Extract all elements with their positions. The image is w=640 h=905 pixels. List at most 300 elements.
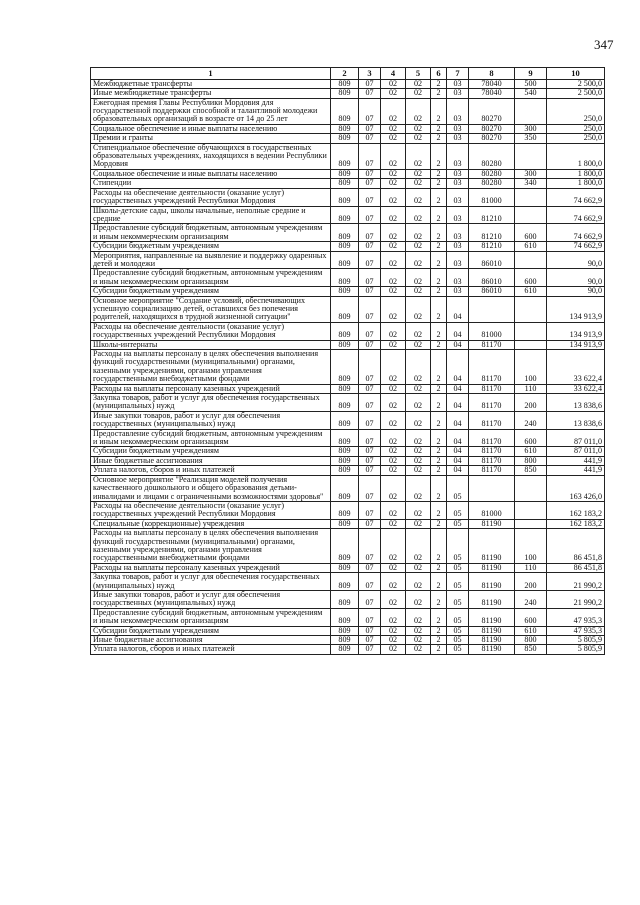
cell-event: 05	[447, 501, 469, 519]
cell-subsection: 02	[381, 179, 406, 188]
cell-amount: 86 451,8	[547, 563, 605, 572]
cell-section: 07	[359, 206, 381, 224]
cell-ministry: 809	[331, 269, 359, 287]
column-header: 6	[431, 68, 447, 80]
cell-amount: 2 500,0	[547, 89, 605, 98]
cell-amount: 33 622,4	[547, 350, 605, 385]
row-description: Расходы на обеспечение деятельности (оказание услуг) государственных учреждений Республики Мордовия	[91, 322, 331, 340]
cell-amount: 21 990,2	[547, 573, 605, 591]
cell-subsection: 02	[381, 340, 406, 349]
cell-section: 07	[359, 636, 381, 645]
cell-subprogram: 2	[431, 340, 447, 349]
cell-amount: 134 913,9	[547, 322, 605, 340]
cell-amount: 441,9	[547, 456, 605, 465]
cell-event: 04	[447, 394, 469, 412]
cell-ministry: 809	[331, 169, 359, 178]
table-row	[91, 447, 605, 456]
cell-event: 03	[447, 143, 469, 169]
row-description: Расходы на выплаты персоналу в целях обеспечения выполнения функций государственными (муниципальными) органами, казенными учреждениями, органами управления государственными внебюджетными фондами	[91, 529, 331, 564]
cell-ministry: 809	[331, 645, 359, 654]
cell-amount: 74 662,9	[547, 242, 605, 251]
cell-subsection: 02	[381, 466, 406, 475]
row-description: Предоставление субсидий бюджетным, автономным учреждениям и иным некоммерческим организациям	[91, 269, 331, 287]
cell-section: 07	[359, 384, 381, 393]
cell-section: 07	[359, 296, 381, 322]
cell-event: 05	[447, 519, 469, 528]
table-row	[91, 529, 605, 564]
cell-subprogram: 2	[431, 296, 447, 322]
row-description: Социальное обеспечение и иные выплаты населению	[91, 124, 331, 133]
cell-subsection: 02	[381, 529, 406, 564]
table-row	[91, 590, 605, 608]
cell-expense-type	[515, 188, 547, 206]
cell-event: 04	[447, 350, 469, 385]
cell-subprogram: 2	[431, 251, 447, 269]
table-row	[91, 394, 605, 412]
cell-ministry: 809	[331, 179, 359, 188]
cell-section: 07	[359, 179, 381, 188]
cell-subprogram: 2	[431, 456, 447, 465]
cell-subsection: 02	[381, 590, 406, 608]
cell-event: 05	[447, 573, 469, 591]
cell-subsection: 02	[381, 98, 406, 124]
cell-subprogram: 2	[431, 206, 447, 224]
table-row	[91, 124, 605, 133]
row-description: Стипендиальное обеспечение обучающихся в государственных образовательных учреждениях, находящихся в ведении Республики Мордовия	[91, 143, 331, 169]
cell-amount: 250,0	[547, 134, 605, 143]
table-row	[91, 251, 605, 269]
cell-subprogram: 2	[431, 188, 447, 206]
cell-program: 02	[406, 563, 431, 572]
cell-event: 04	[447, 456, 469, 465]
cell-amount: 86 451,8	[547, 529, 605, 564]
cell-direction: 81170	[469, 447, 515, 456]
row-description: Иные бюджетные ассигнования	[91, 636, 331, 645]
cell-amount: 74 662,9	[547, 224, 605, 242]
cell-subprogram: 2	[431, 350, 447, 385]
cell-subsection: 02	[381, 519, 406, 528]
cell-subsection: 02	[381, 169, 406, 178]
table-row	[91, 269, 605, 287]
cell-program: 02	[406, 350, 431, 385]
cell-section: 07	[359, 573, 381, 591]
cell-amount: 162 183,2	[547, 501, 605, 519]
cell-direction	[469, 475, 515, 501]
cell-program: 02	[406, 89, 431, 98]
cell-section: 07	[359, 626, 381, 635]
cell-program: 02	[406, 447, 431, 456]
cell-ministry: 809	[331, 98, 359, 124]
table-row	[91, 224, 605, 242]
cell-program: 02	[406, 645, 431, 654]
cell-ministry: 809	[331, 466, 359, 475]
cell-subprogram: 2	[431, 394, 447, 412]
budget-table	[90, 67, 605, 655]
cell-ministry: 809	[331, 322, 359, 340]
cell-event: 05	[447, 608, 469, 626]
cell-amount: 33 622,4	[547, 384, 605, 393]
cell-expense-type: 610	[515, 626, 547, 635]
cell-amount: 163 426,0	[547, 475, 605, 501]
cell-section: 07	[359, 322, 381, 340]
cell-subprogram: 2	[431, 98, 447, 124]
row-description: Расходы на обеспечение деятельности (оказание услуг) государственных учреждений Республики Мордовия	[91, 188, 331, 206]
cell-direction: 81190	[469, 590, 515, 608]
row-description: Социальное обеспечение и иные выплаты населению	[91, 169, 331, 178]
cell-event: 03	[447, 79, 469, 88]
cell-subprogram: 2	[431, 79, 447, 88]
table-row	[91, 134, 605, 143]
table-row	[91, 626, 605, 635]
table-row	[91, 79, 605, 88]
cell-program: 02	[406, 124, 431, 133]
cell-subsection: 02	[381, 608, 406, 626]
cell-event: 03	[447, 179, 469, 188]
cell-section: 07	[359, 269, 381, 287]
cell-amount: 13 838,6	[547, 411, 605, 429]
cell-subsection: 02	[381, 188, 406, 206]
column-header: 8	[469, 68, 515, 80]
cell-direction: 81170	[469, 350, 515, 385]
cell-expense-type: 600	[515, 608, 547, 626]
cell-direction: 81190	[469, 645, 515, 654]
cell-section: 07	[359, 79, 381, 88]
cell-ministry: 809	[331, 188, 359, 206]
table-row	[91, 429, 605, 447]
cell-subsection: 02	[381, 384, 406, 393]
cell-expense-type	[515, 475, 547, 501]
row-description: Ежегодная премия Главы Республики Мордовия для государственной поддержки способной и талантливой молодежи образовательных организаций в возрасте от 14 до 25 лет	[91, 98, 331, 124]
cell-subprogram: 2	[431, 429, 447, 447]
cell-amount: 87 011,0	[547, 447, 605, 456]
cell-subprogram: 2	[431, 124, 447, 133]
cell-direction: 78040	[469, 89, 515, 98]
cell-section: 07	[359, 447, 381, 456]
cell-subprogram: 2	[431, 573, 447, 591]
cell-subsection: 02	[381, 411, 406, 429]
cell-amount: 1 800,0	[547, 143, 605, 169]
cell-program: 02	[406, 179, 431, 188]
cell-amount: 90,0	[547, 251, 605, 269]
cell-section: 07	[359, 340, 381, 349]
column-header: 5	[406, 68, 431, 80]
cell-amount: 74 662,9	[547, 206, 605, 224]
row-description: Иные бюджетные ассигнования	[91, 456, 331, 465]
cell-direction: 81170	[469, 411, 515, 429]
cell-ministry: 809	[331, 429, 359, 447]
cell-program: 02	[406, 340, 431, 349]
cell-ministry: 809	[331, 573, 359, 591]
cell-section: 07	[359, 143, 381, 169]
table-row	[91, 169, 605, 178]
cell-event: 04	[447, 322, 469, 340]
cell-direction: 80280	[469, 143, 515, 169]
table-row	[91, 340, 605, 349]
cell-expense-type: 540	[515, 89, 547, 98]
cell-direction: 81190	[469, 529, 515, 564]
column-header: 9	[515, 68, 547, 80]
cell-ministry: 809	[331, 475, 359, 501]
row-description: Основное мероприятие "Создание условий, обеспечивающих успешную социализацию детей, оставшихся без попечения родителей, находящихся в трудной жизненной ситуации"	[91, 296, 331, 322]
cell-event: 04	[447, 340, 469, 349]
cell-event: 04	[447, 296, 469, 322]
cell-event: 04	[447, 466, 469, 475]
cell-expense-type: 850	[515, 645, 547, 654]
table-row	[91, 475, 605, 501]
cell-amount: 47 935,3	[547, 608, 605, 626]
cell-subprogram: 2	[431, 169, 447, 178]
cell-event: 05	[447, 563, 469, 572]
cell-program: 02	[406, 529, 431, 564]
cell-expense-type: 110	[515, 384, 547, 393]
cell-direction: 81170	[469, 429, 515, 447]
cell-amount: 441,9	[547, 466, 605, 475]
cell-direction: 81190	[469, 563, 515, 572]
column-header: 7	[447, 68, 469, 80]
cell-expense-type: 600	[515, 224, 547, 242]
cell-section: 07	[359, 608, 381, 626]
cell-section: 07	[359, 475, 381, 501]
cell-subprogram: 2	[431, 242, 447, 251]
cell-ministry: 809	[331, 411, 359, 429]
cell-program: 02	[406, 206, 431, 224]
cell-direction: 81210	[469, 242, 515, 251]
row-description: Субсидии бюджетным учреждениям	[91, 447, 331, 456]
column-header: 1	[91, 68, 331, 80]
cell-program: 02	[406, 411, 431, 429]
cell-expense-type	[515, 251, 547, 269]
row-description: Расходы на выплаты персоналу в целях обеспечения выполнения функций государственными (муниципальными) органами, казенными учреждениями, органами управления государственными внебюджетными фондами	[91, 350, 331, 385]
cell-expense-type	[515, 519, 547, 528]
row-description: Специальные (коррекционные) учреждения	[91, 519, 331, 528]
cell-amount: 250,0	[547, 98, 605, 124]
cell-subsection: 02	[381, 636, 406, 645]
row-description: Субсидии бюджетным учреждениям	[91, 626, 331, 635]
cell-event: 03	[447, 98, 469, 124]
table-body	[91, 79, 605, 654]
cell-subsection: 02	[381, 394, 406, 412]
cell-amount: 162 183,2	[547, 519, 605, 528]
cell-direction: 81000	[469, 322, 515, 340]
cell-subsection: 02	[381, 206, 406, 224]
table-row	[91, 89, 605, 98]
cell-ministry: 809	[331, 296, 359, 322]
row-description: Субсидии бюджетным учреждениям	[91, 242, 331, 251]
cell-section: 07	[359, 251, 381, 269]
column-header: 3	[359, 68, 381, 80]
row-description: Расходы на выплаты персоналу казенных учреждений	[91, 563, 331, 572]
cell-expense-type: 600	[515, 429, 547, 447]
cell-expense-type: 200	[515, 394, 547, 412]
cell-event: 04	[447, 411, 469, 429]
cell-direction: 86010	[469, 251, 515, 269]
cell-ministry: 809	[331, 287, 359, 296]
cell-event: 03	[447, 134, 469, 143]
cell-ministry: 809	[331, 636, 359, 645]
cell-expense-type: 800	[515, 636, 547, 645]
cell-event: 03	[447, 188, 469, 206]
cell-subprogram: 2	[431, 447, 447, 456]
cell-direction: 81000	[469, 188, 515, 206]
cell-amount: 1 800,0	[547, 169, 605, 178]
cell-event: 04	[447, 429, 469, 447]
cell-subsection: 02	[381, 251, 406, 269]
cell-direction: 81170	[469, 466, 515, 475]
cell-section: 07	[359, 563, 381, 572]
cell-subsection: 02	[381, 447, 406, 456]
row-description: Закупка товаров, работ и услуг для обеспечения государственных (муниципальных) нужд	[91, 573, 331, 591]
cell-direction: 86010	[469, 269, 515, 287]
row-description: Предоставление субсидий бюджетным, автономным учреждениям и иным некоммерческим организациям	[91, 608, 331, 626]
cell-amount: 13 838,6	[547, 394, 605, 412]
cell-section: 07	[359, 466, 381, 475]
table-row	[91, 466, 605, 475]
row-description: Расходы на выплаты персоналу казенных учреждений	[91, 384, 331, 393]
cell-ministry: 809	[331, 456, 359, 465]
cell-direction: 81000	[469, 501, 515, 519]
row-description: Иные межбюджетные трансферты	[91, 89, 331, 98]
table-row	[91, 636, 605, 645]
cell-direction: 80270	[469, 134, 515, 143]
table-row	[91, 573, 605, 591]
cell-program: 02	[406, 456, 431, 465]
table-row	[91, 411, 605, 429]
cell-event: 03	[447, 287, 469, 296]
cell-subsection: 02	[381, 134, 406, 143]
cell-direction: 81190	[469, 608, 515, 626]
row-description: Мероприятия, направленные на выявление и поддержку одаренных детей и молодежи	[91, 251, 331, 269]
table-row	[91, 519, 605, 528]
cell-subsection: 02	[381, 350, 406, 385]
cell-subprogram: 2	[431, 501, 447, 519]
row-description: Школы-детские сады, школы начальные, неполные средние и средние	[91, 206, 331, 224]
table-row	[91, 384, 605, 393]
cell-subprogram: 2	[431, 608, 447, 626]
cell-expense-type: 200	[515, 573, 547, 591]
cell-expense-type: 600	[515, 269, 547, 287]
cell-subsection: 02	[381, 89, 406, 98]
cell-program: 02	[406, 519, 431, 528]
cell-expense-type: 240	[515, 590, 547, 608]
cell-program: 02	[406, 169, 431, 178]
cell-section: 07	[359, 429, 381, 447]
cell-direction: 81170	[469, 384, 515, 393]
row-description: Школы-интернаты	[91, 340, 331, 349]
cell-amount: 21 990,2	[547, 590, 605, 608]
cell-expense-type	[515, 296, 547, 322]
cell-direction: 80270	[469, 98, 515, 124]
cell-subsection: 02	[381, 456, 406, 465]
cell-direction: 81190	[469, 636, 515, 645]
table-header-row	[91, 68, 605, 80]
cell-direction: 81170	[469, 456, 515, 465]
row-description: Уплата налогов, сборов и иных платежей	[91, 466, 331, 475]
cell-expense-type: 300	[515, 124, 547, 133]
cell-event: 05	[447, 636, 469, 645]
cell-subsection: 02	[381, 296, 406, 322]
cell-amount: 87 011,0	[547, 429, 605, 447]
cell-amount: 250,0	[547, 124, 605, 133]
cell-event: 04	[447, 447, 469, 456]
cell-event: 05	[447, 590, 469, 608]
row-description: Предоставление субсидий бюджетным, автономным учреждениям и иным некоммерческим организациям	[91, 429, 331, 447]
row-description: Расходы на обеспечение деятельности (оказание услуг) государственных учреждений Республики Мордовия	[91, 501, 331, 519]
cell-subsection: 02	[381, 124, 406, 133]
cell-ministry: 809	[331, 608, 359, 626]
cell-program: 02	[406, 394, 431, 412]
row-description: Межбюджетные трансферты	[91, 79, 331, 88]
cell-ministry: 809	[331, 124, 359, 133]
cell-program: 02	[406, 590, 431, 608]
cell-expense-type	[515, 143, 547, 169]
cell-subprogram: 2	[431, 89, 447, 98]
row-description: Иные закупки товаров, работ и услуг для обеспечения государственных (муниципальных) нужд	[91, 411, 331, 429]
cell-program: 02	[406, 384, 431, 393]
cell-expense-type	[515, 98, 547, 124]
cell-section: 07	[359, 169, 381, 178]
cell-program: 02	[406, 501, 431, 519]
cell-event: 03	[447, 169, 469, 178]
cell-program: 02	[406, 475, 431, 501]
cell-ministry: 809	[331, 394, 359, 412]
cell-ministry: 809	[331, 89, 359, 98]
cell-event: 03	[447, 269, 469, 287]
cell-subprogram: 2	[431, 411, 447, 429]
table-row	[91, 296, 605, 322]
cell-section: 07	[359, 529, 381, 564]
cell-subsection: 02	[381, 79, 406, 88]
cell-program: 02	[406, 322, 431, 340]
cell-ministry: 809	[331, 384, 359, 393]
cell-program: 02	[406, 134, 431, 143]
cell-section: 07	[359, 350, 381, 385]
cell-ministry: 809	[331, 529, 359, 564]
row-description: Уплата налогов, сборов и иных платежей	[91, 645, 331, 654]
cell-program: 02	[406, 287, 431, 296]
table-row	[91, 242, 605, 251]
cell-ministry: 809	[331, 350, 359, 385]
cell-amount: 134 913,9	[547, 296, 605, 322]
column-header: 4	[381, 68, 406, 80]
cell-event: 03	[447, 89, 469, 98]
cell-expense-type: 610	[515, 287, 547, 296]
cell-section: 07	[359, 590, 381, 608]
table-row	[91, 188, 605, 206]
cell-amount: 5 805,9	[547, 645, 605, 654]
cell-program: 02	[406, 188, 431, 206]
cell-ministry: 809	[331, 242, 359, 251]
cell-event: 03	[447, 242, 469, 251]
cell-program: 02	[406, 466, 431, 475]
cell-section: 07	[359, 456, 381, 465]
cell-subsection: 02	[381, 563, 406, 572]
cell-program: 02	[406, 143, 431, 169]
cell-ministry: 809	[331, 206, 359, 224]
cell-subprogram: 2	[431, 563, 447, 572]
cell-event: 05	[447, 475, 469, 501]
cell-expense-type: 500	[515, 79, 547, 88]
cell-ministry: 809	[331, 590, 359, 608]
cell-amount: 90,0	[547, 269, 605, 287]
row-description: Субсидии бюджетным учреждениям	[91, 287, 331, 296]
cell-direction: 81190	[469, 519, 515, 528]
cell-subsection: 02	[381, 645, 406, 654]
cell-subsection: 02	[381, 242, 406, 251]
cell-subsection: 02	[381, 626, 406, 635]
cell-expense-type: 610	[515, 242, 547, 251]
cell-subsection: 02	[381, 224, 406, 242]
cell-expense-type: 850	[515, 466, 547, 475]
